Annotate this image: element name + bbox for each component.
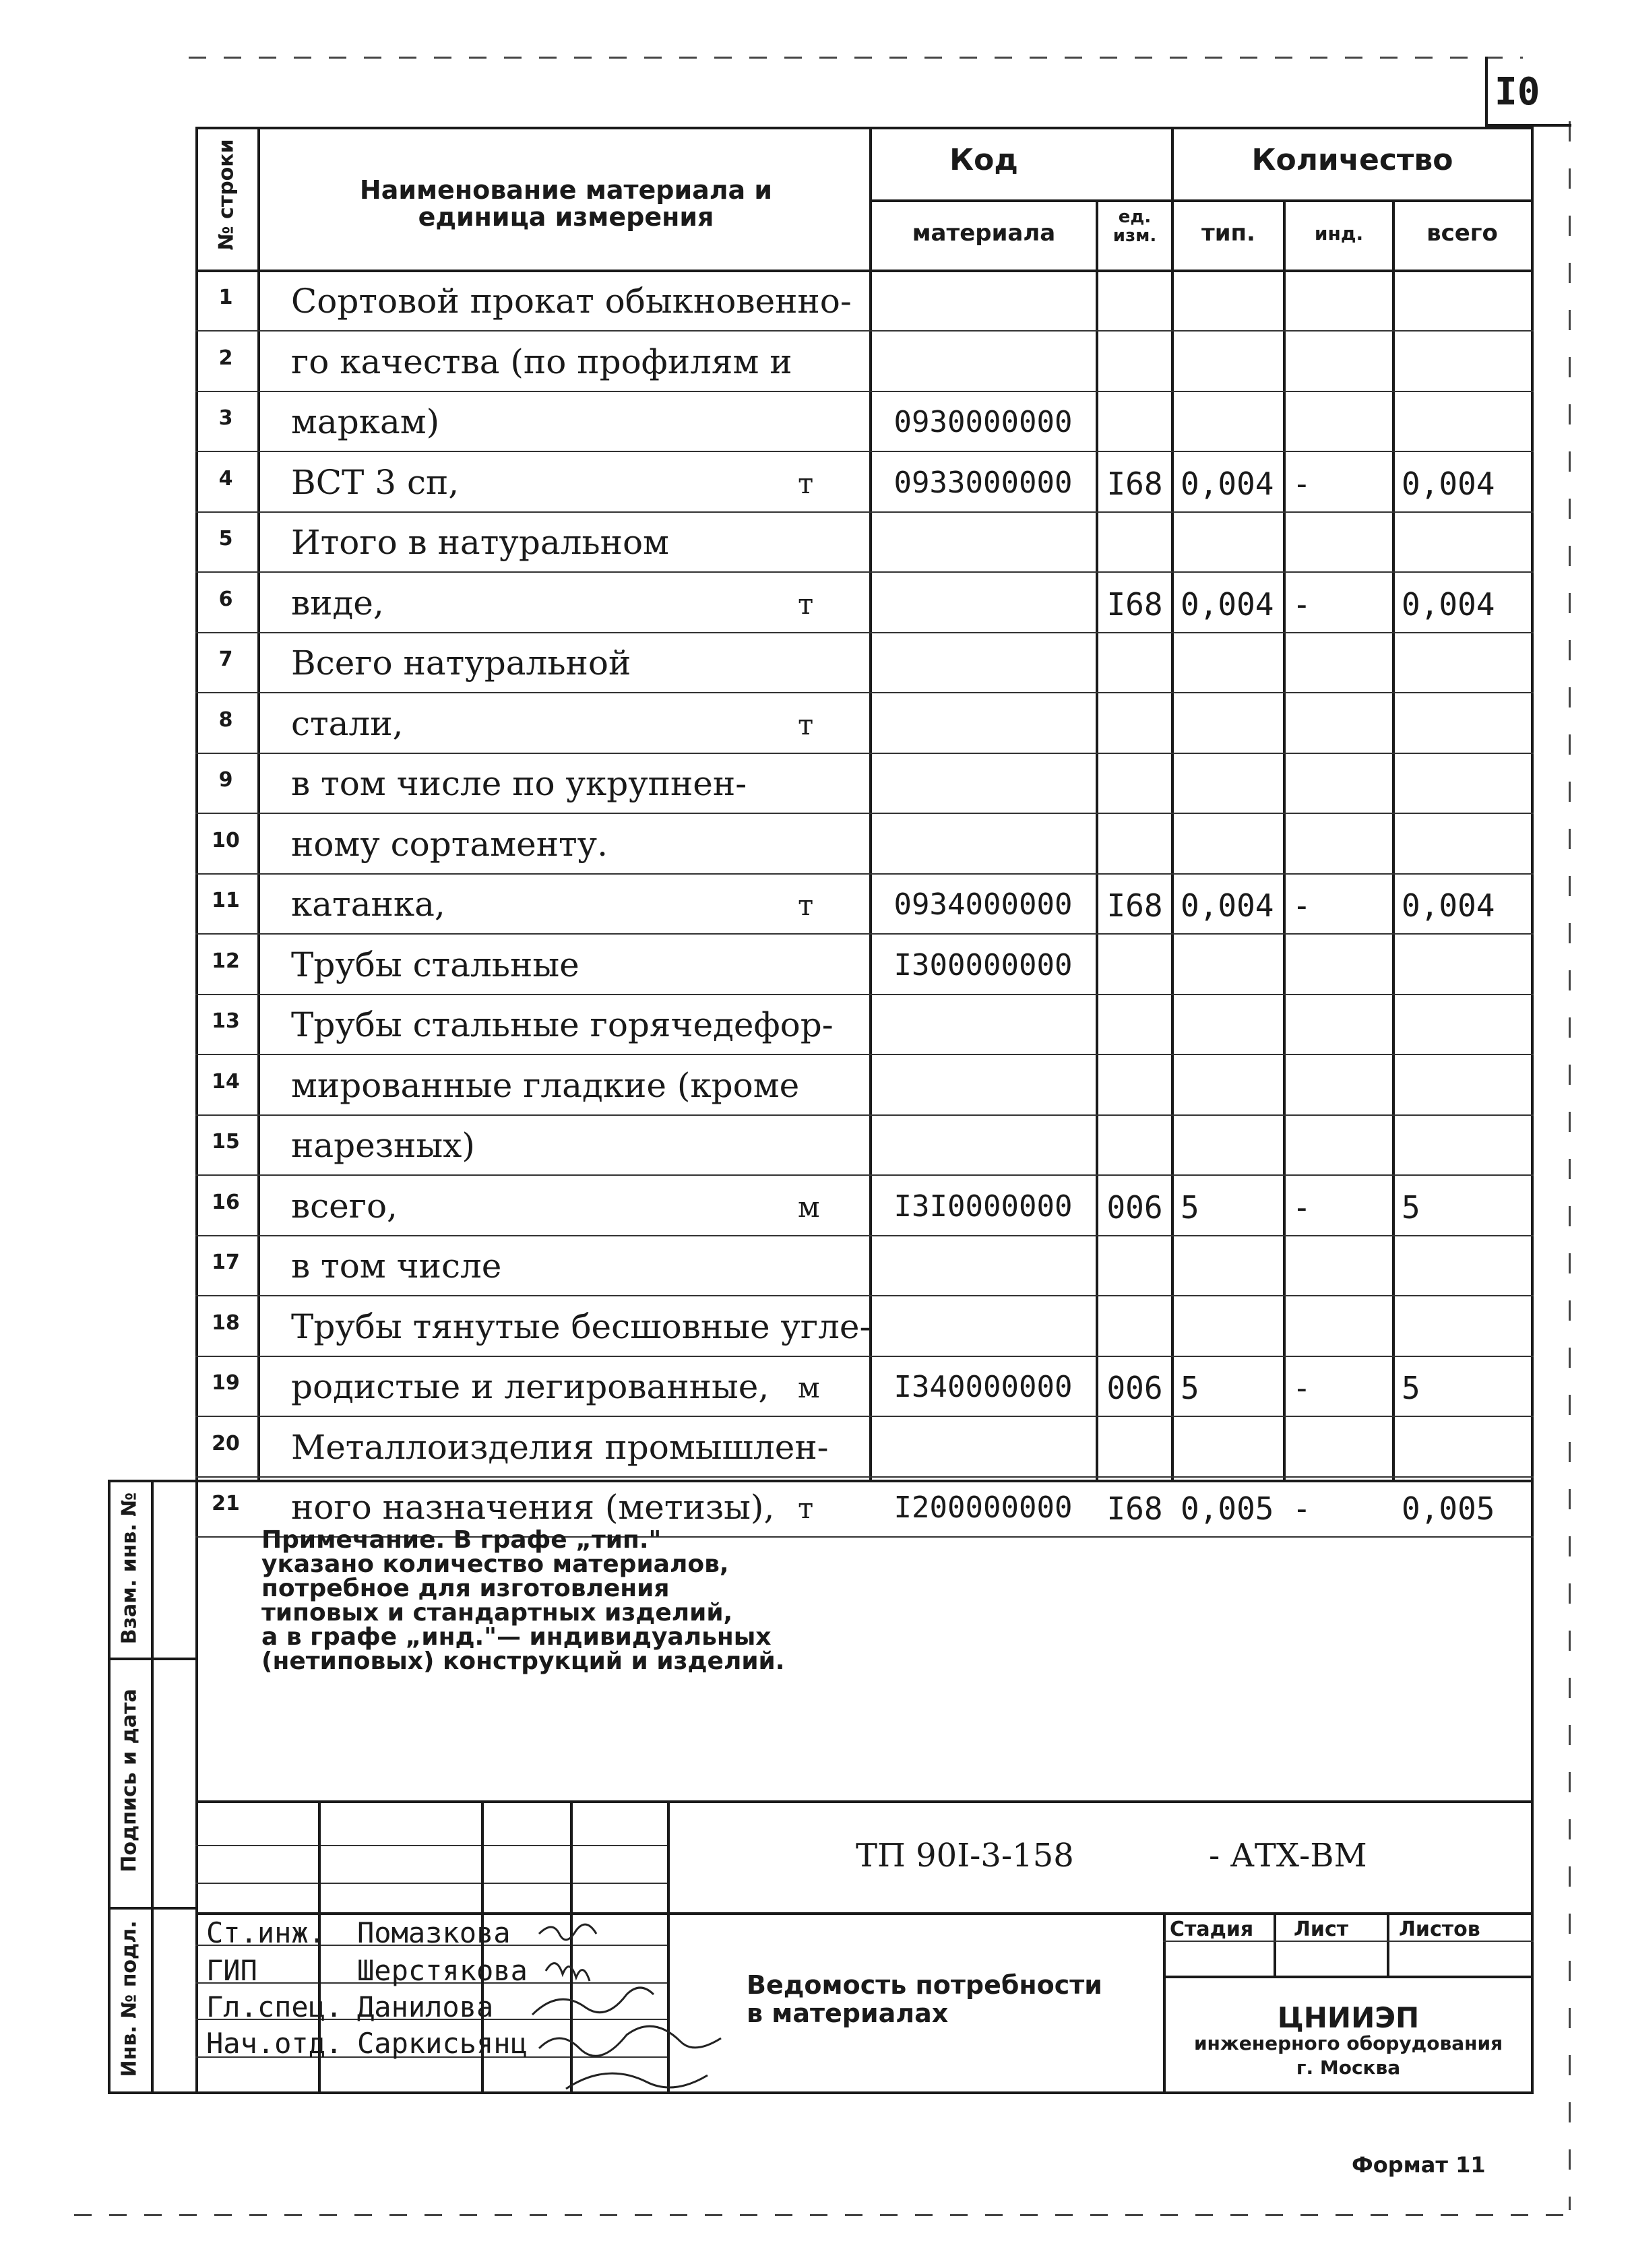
row-divider [195,632,1534,633]
material-name: Итого в натуральном [291,523,669,562]
cell-code: I200000000 [893,1490,1073,1525]
signature-danilova [532,1988,654,2015]
row-divider [195,1235,1534,1236]
row-number: 21 [212,1492,240,1515]
row-divider [195,753,1534,754]
row-number: 15 [212,1130,240,1154]
cell-code: I300000000 [893,948,1073,982]
signature-sherstyakova [546,1963,590,1981]
signatory-name: Помазкова [357,1916,511,1949]
material-name: го качества (по профилям и [291,342,792,381]
table-col-ind [1283,201,1286,1481]
material-unit: м [798,1371,820,1404]
row-number: 3 [218,406,233,430]
org-city: г. Москва [1296,2056,1401,2079]
material-name: мированные гладкие (кроме [291,1066,800,1105]
inv-orig-label: Инв. № подл. [117,1920,142,2077]
note-line: (нетиповых) конструкций и изделий. [261,1647,785,1675]
cell-typ: 0,004 [1181,466,1274,502]
material-name: маркам) [291,402,440,441]
note-top-line [108,1480,1534,1482]
row-number: 12 [212,949,240,973]
signatory-role: ГИП [206,1954,257,1987]
material-name: виде, [291,584,384,623]
title-grid-h2 [195,1883,667,1884]
code-header: Код [949,143,1018,177]
signatory-role: Нач.отд. [206,2027,343,2060]
signatory-name: Шерстякова [357,1954,528,1987]
doc-title-line2: в материалах [747,1998,949,2028]
material-name: катанка, [291,885,445,924]
row-number: 17 [212,1251,240,1274]
top-edge-line [189,57,1523,59]
material-unit: т [798,588,814,621]
material-name: нарезных) [291,1126,475,1165]
cell-ed: 006 [1106,1370,1163,1406]
note-line: а в графе „инд."— индивидуальных [261,1623,772,1651]
row-number: 11 [212,889,240,912]
row-number: 20 [212,1432,240,1455]
format-label: Формат 11 [1352,2152,1486,2178]
material-name: Металлоизделия промышлен- [291,1428,829,1467]
row-divider [195,933,1534,935]
material-name: в том числе по укрупнен- [291,764,747,803]
material-name: Трубы тянутые бесшовные угле- [291,1307,871,1346]
signatory-name: Данилова [357,1990,494,2023]
material-unit: т [798,708,814,741]
cell-ind: - [1292,586,1311,623]
cell-code: 0934000000 [893,887,1073,922]
title-stage-div1 [1274,1912,1276,1977]
sheet-label: Лист [1294,1918,1349,1941]
note-line: потребное для изготовления [261,1575,670,1602]
title-grid-h1 [195,1845,667,1846]
cell-ind: - [1292,1370,1311,1406]
row-divider [195,1114,1534,1116]
row-number: 16 [212,1191,240,1214]
material-unit: т [798,889,814,922]
vzam-inv-label: Взам. инв. № [117,1492,142,1645]
row-number: 2 [218,346,233,370]
material-name: ному сортаменту. [291,825,608,864]
row-number: 14 [212,1070,240,1094]
note-text [261,1528,784,1674]
row-number: 10 [212,829,240,852]
table-border-top [195,127,1534,129]
row-number: 6 [218,588,233,611]
signature-pomazkova [539,1924,596,1940]
cell-total: 5 [1402,1189,1420,1226]
cell-code: 0930000000 [893,405,1073,439]
row-number: 1 [218,286,233,309]
header-bottom [195,270,1534,272]
material-name: всего, [291,1187,398,1226]
material-name: Сортовой прокат обыкновенно- [291,282,852,321]
material-name: Трубы стальные [291,945,579,984]
cell-ind: - [1292,466,1311,502]
row-divider [195,1054,1534,1055]
row-number: 7 [218,648,233,671]
material-unit: м [798,1191,820,1224]
cell-ed: I68 [1106,887,1163,924]
title-stage-h2 [1163,1976,1534,1978]
side-strip-mid [151,1480,154,2094]
row-number: 5 [218,527,233,550]
signatory-role: Ст.инж. [206,1916,326,1949]
cell-ind: - [1292,1189,1311,1226]
cell-total: 0,004 [1402,887,1495,924]
row-divider [195,1174,1534,1176]
row-divider [195,994,1534,995]
signatory-role: Гл.спец. [206,1990,343,2023]
row-number-header: № строки [214,139,239,251]
row-divider [195,813,1534,814]
doc-title-line1: Ведомость потребности [747,1970,1102,2000]
signature-sarkisyants [539,2026,721,2056]
code-unit-header: ед. изм. [1112,207,1157,246]
table-border-right [1531,127,1534,2094]
row-number: 4 [218,467,233,491]
row-number: 9 [218,768,233,792]
cell-ed: I68 [1106,586,1163,623]
row-number: 8 [218,708,233,732]
signatory-name: Саркисьянц [357,2027,528,2060]
row-divider [195,330,1534,332]
cell-ind: - [1292,887,1311,924]
row-divider [195,1476,1534,1478]
right-edge-line [1569,121,1571,2210]
page-number-border [1485,57,1488,127]
cell-total: 5 [1402,1370,1420,1406]
material-name: стали, [291,704,404,743]
row-divider [195,1295,1534,1296]
cell-ind: - [1292,1490,1311,1527]
quantity-header: Количество [1251,143,1453,177]
note-line: указано количество материалов, [261,1550,729,1578]
row-divider [195,873,1534,875]
cell-typ: 0,004 [1181,586,1274,623]
table-border-left [195,127,198,2094]
doc-suffix: - АТХ-ВМ [1209,1837,1367,1875]
org-subname: инженерного оборудования [1193,2032,1503,2054]
signature-tail [566,2073,708,2089]
cell-total: 0,004 [1402,586,1495,623]
row-divider [195,451,1534,452]
sheets-label: Листов [1399,1918,1480,1941]
row-number: 19 [212,1371,240,1395]
qty-typ-header: тип. [1201,220,1255,247]
row-divider [195,1356,1534,1357]
title-block-mid [195,1912,1534,1915]
cell-total: 0,004 [1402,466,1495,502]
signature-marks [526,1914,741,2102]
cell-typ: 0,004 [1181,887,1274,924]
row-divider [195,571,1534,573]
material-name: Всего натуральной [291,643,631,683]
cell-code: I340000000 [893,1370,1073,1404]
page-number: I0 [1495,70,1540,114]
note-line: типовых и стандартных изделий, [261,1599,733,1627]
side-strip-left [108,1480,111,2094]
header-subline [869,199,1534,202]
cell-ed: I68 [1106,1490,1163,1527]
side-strip-div1 [108,1658,198,1660]
qty-total-header: всего [1426,220,1498,247]
row-divider [195,1416,1534,1417]
material-name: ВСТ 3 сп, [291,463,460,502]
cell-typ: 5 [1181,1189,1199,1226]
code-material-header: материала [912,220,1056,247]
material-name: в том числе [291,1247,502,1286]
row-number: 13 [212,1009,240,1033]
name-header: Наименование материала и единица измерения [359,175,773,232]
doc-code: ТП 90I-3-158 [856,1837,1074,1875]
bottom-edge-line [74,2214,1563,2216]
material-name: Трубы стальные горячедефор- [291,1005,834,1044]
cell-code: I3I0000000 [893,1189,1073,1224]
cell-typ: 5 [1181,1370,1199,1406]
qty-ind-header: инд. [1314,222,1364,245]
title-stage-div2 [1387,1912,1389,1977]
side-strip-div2 [108,1907,198,1910]
material-name: родистые и легированные, [291,1367,770,1406]
row-number: 18 [212,1311,240,1335]
cell-typ: 0,005 [1181,1490,1274,1527]
sign-date-label: Подпись и дата [117,1689,142,1872]
cell-total: 0,005 [1402,1490,1495,1527]
side-strip-bottom [108,2091,1534,2094]
org-name: ЦНИИЭП [1277,2001,1420,2034]
material-name: ного назначения (метизы), [291,1488,775,1527]
material-unit: т [798,467,814,500]
table-col-total [1392,201,1395,1481]
table-col-unit [1096,201,1098,1481]
row-divider [195,692,1534,693]
cell-code: 0933000000 [893,466,1073,500]
row-divider [195,511,1534,513]
cell-ed: 006 [1106,1189,1163,1226]
row-divider [195,391,1534,392]
stage-label: Стадия [1170,1918,1254,1941]
cell-ed: I68 [1106,466,1163,502]
material-unit: т [798,1492,814,1525]
title-block-top [195,1800,1534,1803]
note-line: Примечание. В графе „тип." [261,1526,662,1554]
